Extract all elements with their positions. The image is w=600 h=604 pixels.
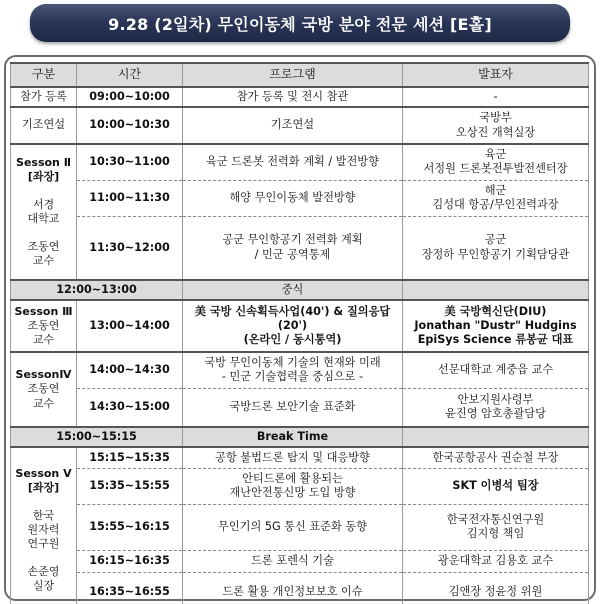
program-cell: 중식 bbox=[183, 280, 403, 300]
speaker-org: 美 국방혁신단(DIU) bbox=[444, 304, 547, 318]
program-cell: 드론 활용 개인정보보호 이슈 bbox=[183, 572, 403, 604]
chair-title: 교수 bbox=[32, 333, 55, 347]
speaker-cell bbox=[403, 388, 589, 427]
speaker-cell bbox=[403, 280, 589, 300]
chair-title: 교수 bbox=[32, 254, 55, 268]
speaker-cell: 선문대학교 계중읍 교수 bbox=[403, 352, 589, 388]
speaker-org: 육군 bbox=[484, 147, 507, 161]
speaker-name: 오상진 개혁실장 bbox=[455, 125, 536, 139]
table-row bbox=[11, 144, 589, 180]
lunch-row bbox=[11, 280, 589, 300]
program-line: (온라인 / 동시통역) bbox=[243, 333, 342, 347]
program-cell bbox=[183, 352, 403, 388]
category-cell: 참가 등록 bbox=[11, 87, 77, 107]
session-4-chair-cell bbox=[11, 352, 77, 427]
break-row bbox=[11, 427, 589, 447]
speaker-org: 공군 bbox=[484, 233, 507, 247]
speaker-cell bbox=[403, 300, 589, 352]
table-row bbox=[11, 447, 589, 468]
program-cell bbox=[183, 300, 403, 352]
program-cell: 참가 등록 및 전시 참관 bbox=[183, 87, 403, 107]
time-cell: 16:35~16:55 bbox=[77, 572, 183, 604]
time-cell: 14:00~14:30 bbox=[77, 352, 183, 388]
program-cell: 기조연설 bbox=[183, 107, 403, 144]
program-line: 美 국방 신속획득사업(40') & 질의응답 (20') bbox=[194, 304, 391, 332]
program-cell: Break Time bbox=[183, 427, 403, 447]
speaker-name: 김지형 책임 bbox=[466, 527, 525, 540]
chair-name: 손준영 bbox=[27, 565, 60, 579]
session-label: SessonⅣ bbox=[15, 368, 72, 382]
session-role: [좌장] bbox=[27, 169, 60, 183]
header-category: 구분 bbox=[11, 63, 77, 87]
speaker-cell: SKT 이병석 팀장 bbox=[403, 468, 589, 504]
session-2-chair-cell bbox=[11, 144, 77, 280]
table-header-row bbox=[11, 63, 589, 87]
speaker-org: 안보지원사령부 bbox=[457, 392, 534, 406]
session-label: Sesson Ⅲ bbox=[14, 304, 73, 318]
speaker-name: 서정원 드론봇전투발전센터장 bbox=[423, 162, 568, 176]
speaker-name: 윤진영 암호총괄담당 bbox=[445, 407, 546, 421]
speaker-cell: - bbox=[403, 87, 589, 107]
program-line: 공군 무인항공기 전력화 계획 bbox=[222, 233, 363, 247]
program-cell bbox=[183, 216, 403, 280]
speaker-name: 장정하 무인항공기 기획담당관 bbox=[421, 247, 570, 261]
time-cell: 10:00~10:30 bbox=[77, 107, 183, 144]
program-line: 국방 무인이동체 기술의 현재와 미래 bbox=[204, 355, 381, 369]
time-cell: 15:55~16:15 bbox=[77, 504, 183, 550]
table-row bbox=[11, 504, 589, 550]
page-title: 9.28 (2일차) 무인이동체 국방 분야 전문 세션 [E홀] bbox=[30, 4, 570, 42]
program-line: / 민군 공역통제 bbox=[254, 247, 331, 261]
table-row bbox=[11, 216, 589, 280]
speaker-name: EpiSys Science 류봉균 대표 bbox=[417, 333, 574, 347]
chair-name: 조동연 bbox=[27, 318, 60, 332]
chair-title: 실장 bbox=[32, 579, 55, 593]
chair-org: 서경 bbox=[32, 197, 55, 211]
time-cell: 14:30~15:00 bbox=[77, 388, 183, 427]
speaker-cell bbox=[403, 504, 589, 550]
header-time: 시간 bbox=[77, 63, 183, 87]
speaker-name: Jonathan "Dustr" Hudgins bbox=[414, 318, 577, 332]
speaker-cell bbox=[403, 216, 589, 280]
program-line: 재난안전통신망 도입 방향 bbox=[229, 486, 356, 499]
chair-org: 한국 bbox=[32, 508, 55, 522]
speaker-cell bbox=[403, 144, 589, 180]
session-5-chair-cell bbox=[11, 447, 77, 604]
time-cell: 15:35~15:55 bbox=[77, 468, 183, 504]
time-cell: 15:15~15:35 bbox=[77, 447, 183, 468]
program-cell: 무인기의 5G 통신 표준화 동향 bbox=[183, 504, 403, 550]
program-cell bbox=[183, 468, 403, 504]
speaker-org: 한국전자통신연구원 bbox=[446, 512, 545, 526]
program-cell: 육군 드론봇 전력화 계획 / 발전방향 bbox=[183, 144, 403, 180]
session-3-chair-cell bbox=[11, 300, 77, 352]
speaker-org: 국방부 bbox=[479, 111, 512, 125]
speaker-name: 김성대 항공/무인전력과장 bbox=[432, 198, 559, 211]
category-cell: 기조연설 bbox=[11, 107, 77, 144]
program-cell: 공항 불법드론 탐지 및 대응방향 bbox=[183, 447, 403, 468]
chair-name: 조동연 bbox=[27, 382, 60, 396]
session-role: [좌장] bbox=[27, 480, 60, 494]
speaker-cell: 한국공항공사 권순철 부장 bbox=[403, 447, 589, 468]
chair-org: 연구원 bbox=[27, 537, 60, 551]
schedule-table bbox=[10, 62, 589, 604]
table-row bbox=[11, 388, 589, 427]
session-label: Sesson Ⅱ bbox=[16, 155, 71, 169]
time-cell: 11:00~11:30 bbox=[77, 180, 183, 216]
table-row bbox=[11, 468, 589, 504]
chair-title: 교수 bbox=[32, 396, 55, 410]
chair-name: 조동연 bbox=[27, 240, 60, 254]
table-row bbox=[11, 107, 589, 144]
time-cell: 10:30~11:00 bbox=[77, 144, 183, 180]
program-cell: 해양 무인이동체 발전방향 bbox=[183, 180, 403, 216]
program-line: 안티드론에 활용되는 bbox=[242, 471, 343, 485]
table-row bbox=[11, 550, 589, 572]
chair-org: 대학교 bbox=[27, 212, 60, 225]
speaker-cell: 김앤장 정윤정 위원 bbox=[403, 572, 589, 604]
time-cell: 11:30~12:00 bbox=[77, 216, 183, 280]
speaker-cell bbox=[403, 107, 589, 144]
speaker-cell: 광운대학교 김용호 교수 bbox=[403, 550, 589, 572]
header-speaker: 발표자 bbox=[403, 63, 589, 87]
speaker-org: 해군 bbox=[484, 183, 507, 197]
table-row bbox=[11, 180, 589, 216]
chair-org: 원자력 bbox=[27, 522, 60, 536]
time-cell: 09:00~10:00 bbox=[77, 87, 183, 107]
session-label: Sesson Ⅴ bbox=[15, 466, 72, 480]
table-row bbox=[11, 300, 589, 352]
program-line: - 민군 기술협력을 중심으로 - bbox=[221, 370, 364, 384]
table-row bbox=[11, 87, 589, 107]
time-cell: 12:00~13:00 bbox=[11, 280, 183, 300]
speaker-cell bbox=[403, 180, 589, 216]
table-row bbox=[11, 572, 589, 604]
time-cell: 16:15~16:35 bbox=[77, 550, 183, 572]
time-cell: 13:00~14:00 bbox=[77, 300, 183, 352]
time-cell: 15:00~15:15 bbox=[11, 427, 183, 447]
speaker-cell bbox=[403, 427, 589, 447]
header-program: 프로그램 bbox=[183, 63, 403, 87]
program-cell: 드론 포렌식 기술 bbox=[183, 550, 403, 572]
program-cell: 국방드론 보안기술 표준화 bbox=[183, 388, 403, 427]
table-row bbox=[11, 352, 589, 388]
